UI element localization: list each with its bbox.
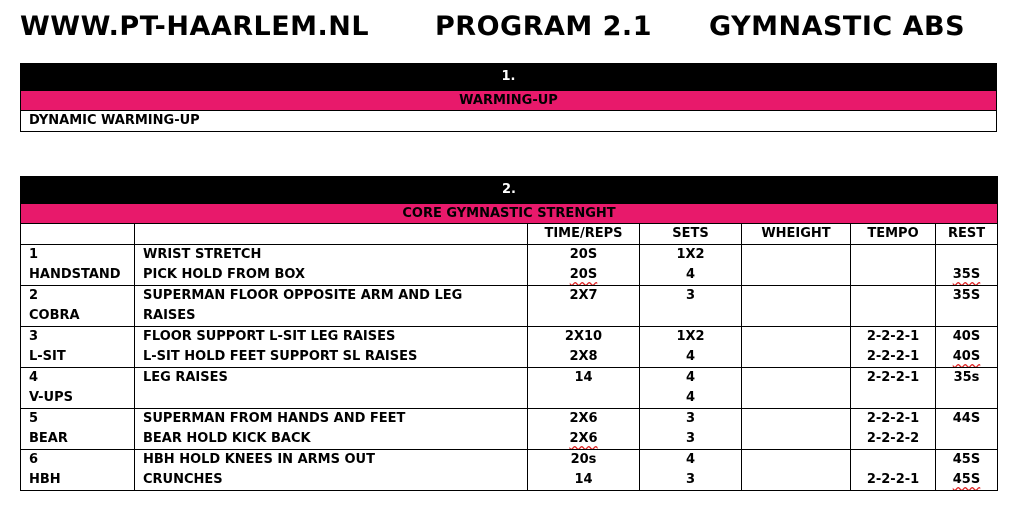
warmup-table <box>20 63 997 132</box>
rest-cell <box>936 388 998 409</box>
exercise-name: WRIST STRETCH <box>135 245 528 266</box>
sets-cell: 4 <box>640 450 742 471</box>
weight-cell <box>742 286 851 307</box>
section2-number: 2. <box>21 177 998 204</box>
rest-cell: 35S <box>936 286 998 307</box>
table-row <box>21 306 998 327</box>
time-reps-cell <box>528 306 640 327</box>
time-reps-cell: 14 <box>528 470 640 491</box>
exercise-label: COBRA <box>21 306 135 327</box>
rest-cell: 40S <box>936 347 998 368</box>
column-header-time-reps: TIME/REPS <box>528 224 640 245</box>
exercise-label: L-SIT <box>21 347 135 368</box>
weight-cell <box>742 429 851 450</box>
time-reps-cell: 2X6 <box>528 409 640 430</box>
table-row <box>21 368 998 389</box>
table-header-row <box>21 224 998 245</box>
sets-cell: 4 <box>640 368 742 389</box>
sets-cell: 4 <box>640 388 742 409</box>
tempo-cell: 2-2-2-1 <box>851 327 936 348</box>
exercise-name <box>135 388 528 409</box>
core-strength-table <box>20 176 998 491</box>
column-header <box>135 224 528 245</box>
exercise-label: 6 <box>21 450 135 471</box>
weight-cell <box>742 327 851 348</box>
exercise-label: 1 <box>21 245 135 266</box>
rest-cell: 45S <box>936 470 998 491</box>
exercise-name: BEAR HOLD KICK BACK <box>135 429 528 450</box>
weight-cell <box>742 368 851 389</box>
time-reps-cell: 14 <box>528 368 640 389</box>
exercise-name: SUPERMAN FLOOR OPPOSITE ARM AND LEG <box>135 286 528 307</box>
tempo-cell: 2-2-2-1 <box>851 347 936 368</box>
table-row <box>21 429 998 450</box>
section1-content: DYNAMIC WARMING-UP <box>21 111 997 132</box>
weight-cell <box>742 450 851 471</box>
tempo-cell <box>851 388 936 409</box>
exercise-label: HANDSTAND <box>21 265 135 286</box>
exercise-name: L-SIT HOLD FEET SUPPORT SL RAISES <box>135 347 528 368</box>
time-reps-cell: 2X8 <box>528 347 640 368</box>
exercise-label: BEAR <box>21 429 135 450</box>
column-header-sets: SETS <box>640 224 742 245</box>
tempo-cell <box>851 286 936 307</box>
exercise-label: 5 <box>21 409 135 430</box>
weight-cell <box>742 245 851 266</box>
rest-cell: 40S <box>936 327 998 348</box>
tempo-cell <box>851 265 936 286</box>
table-row <box>21 409 998 430</box>
time-reps-cell: 2X10 <box>528 327 640 348</box>
tempo-cell: 2-2-2-1 <box>851 470 936 491</box>
tempo-cell <box>851 306 936 327</box>
time-reps-cell: 20S <box>528 245 640 266</box>
section1-title: WARMING-UP <box>21 91 997 111</box>
time-reps-cell: 20S <box>528 265 640 286</box>
exercise-name: PICK HOLD FROM BOX <box>135 265 528 286</box>
exercise-name: HBH HOLD KNEES IN ARMS OUT <box>135 450 528 471</box>
weight-cell <box>742 470 851 491</box>
program-title: PROGRAM 2.1 <box>435 11 652 42</box>
sets-cell: 3 <box>640 409 742 430</box>
table-row <box>21 347 998 368</box>
rest-cell: 44S <box>936 409 998 430</box>
tempo-cell <box>851 245 936 266</box>
rest-cell <box>936 306 998 327</box>
time-reps-cell <box>528 388 640 409</box>
time-reps-cell: 2X6 <box>528 429 640 450</box>
sets-cell: 3 <box>640 286 742 307</box>
table-row <box>21 388 998 409</box>
table-row <box>21 286 998 307</box>
exercise-label: 3 <box>21 327 135 348</box>
table-row <box>21 327 998 348</box>
exercise-name: SUPERMAN FROM HANDS AND FEET <box>135 409 528 430</box>
weight-cell <box>742 306 851 327</box>
sets-cell: 3 <box>640 470 742 491</box>
program-name: GYMNASTIC ABS <box>709 11 966 42</box>
exercise-name: FLOOR SUPPORT L-SIT LEG RAISES <box>135 327 528 348</box>
sets-cell: 4 <box>640 265 742 286</box>
exercise-label: V-UPS <box>21 388 135 409</box>
table-row <box>21 450 998 471</box>
exercise-label: 2 <box>21 286 135 307</box>
tempo-cell: 2-2-2-2 <box>851 429 936 450</box>
sets-cell: 1X2 <box>640 245 742 266</box>
column-header-weight: WHEIGHT <box>742 224 851 245</box>
rest-cell: 35s <box>936 368 998 389</box>
sets-cell: 3 <box>640 429 742 450</box>
weight-cell <box>742 265 851 286</box>
weight-cell <box>742 409 851 430</box>
time-reps-cell: 20s <box>528 450 640 471</box>
column-header-rest: REST <box>936 224 998 245</box>
rest-cell: 45S <box>936 450 998 471</box>
exercise-name: LEG RAISES <box>135 368 528 389</box>
table-row <box>21 470 998 491</box>
time-reps-cell: 2X7 <box>528 286 640 307</box>
table-row <box>21 245 998 266</box>
exercise-name: CRUNCHES <box>135 470 528 491</box>
rest-cell <box>936 245 998 266</box>
weight-cell <box>742 388 851 409</box>
tempo-cell: 2-2-2-1 <box>851 368 936 389</box>
exercise-label: 4 <box>21 368 135 389</box>
column-header <box>21 224 135 245</box>
exercise-label: HBH <box>21 470 135 491</box>
rest-cell <box>936 429 998 450</box>
tempo-cell <box>851 450 936 471</box>
sets-cell <box>640 306 742 327</box>
rest-cell: 35S <box>936 265 998 286</box>
site-title: WWW.PT-HAARLEM.NL <box>20 11 370 42</box>
column-header-tempo: TEMPO <box>851 224 936 245</box>
weight-cell <box>742 347 851 368</box>
tempo-cell: 2-2-2-1 <box>851 409 936 430</box>
exercise-name: RAISES <box>135 306 528 327</box>
section1-number: 1. <box>21 64 997 91</box>
section2-title: CORE GYMNASTIC STRENGHT <box>21 204 998 224</box>
table-row <box>21 265 998 286</box>
sets-cell: 4 <box>640 347 742 368</box>
sets-cell: 1X2 <box>640 327 742 348</box>
